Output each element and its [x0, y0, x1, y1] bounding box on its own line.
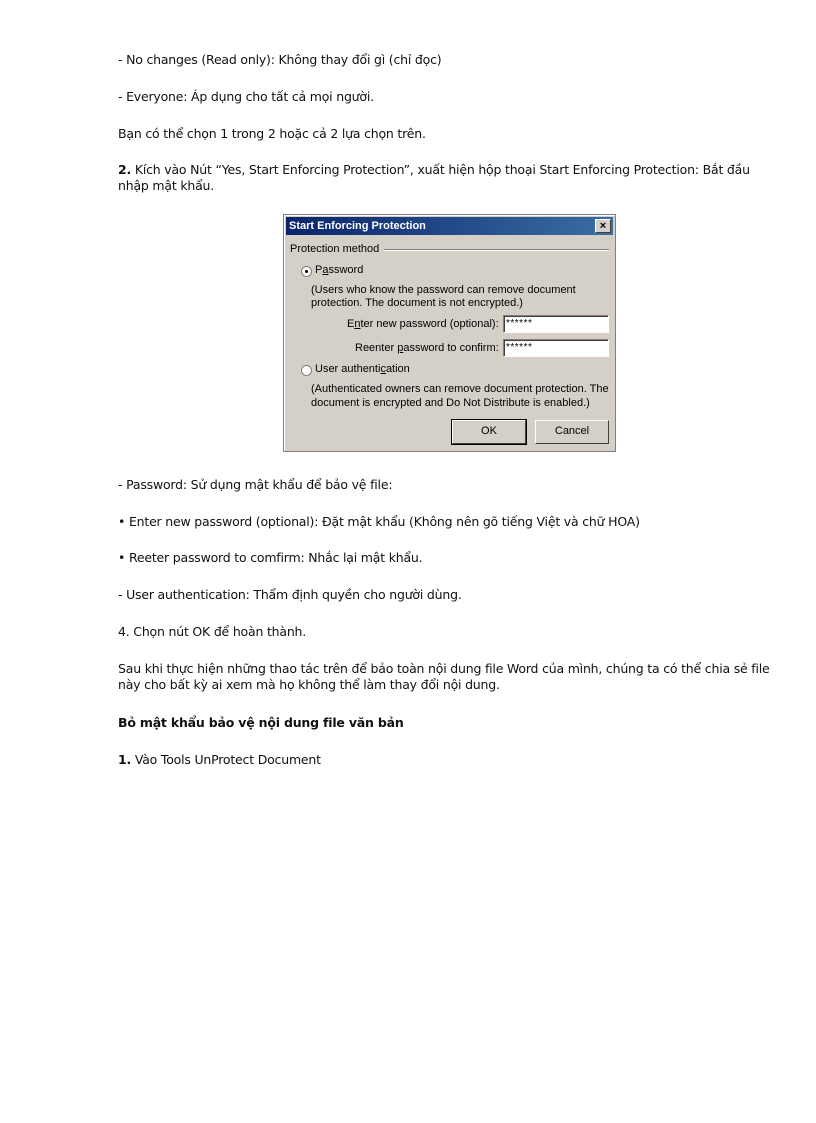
enter-password-input[interactable]: ****** — [503, 315, 609, 333]
paragraph-step-4: 4. Chọn nút OK để hoàn thành. — [118, 624, 307, 639]
password-option-label: Password — [315, 264, 364, 276]
password-description-line-1: (Users who know the password can remove document — [311, 284, 576, 296]
enter-password-label: Enter new password (optional): — [347, 318, 499, 330]
start-enforcing-protection-dialog — [283, 214, 616, 452]
ok-button[interactable]: OK — [452, 420, 526, 444]
reenter-password-label: Reenter password to confirm: — [355, 342, 499, 354]
reenter-password-input[interactable]: ****** — [503, 339, 609, 357]
paragraph-reenter-password: • Reeter password to comfirm: Nhắc lại mật khẩu. — [118, 550, 423, 565]
paragraph-user-authentication: - User authentication: Thẩm định quyền cho người dùng. — [118, 587, 462, 602]
password-radio[interactable] — [301, 266, 312, 277]
user-authentication-radio[interactable] — [301, 365, 312, 376]
paragraph-step-2 — [118, 162, 773, 194]
dialog-titlebar — [286, 217, 613, 235]
close-button[interactable]: × — [595, 219, 611, 233]
paragraph-enter-new-password: • Enter new password (optional): Đặt mật khẩu (Không nên gõ tiếng Việt và chữ HOA) — [118, 514, 640, 529]
user-auth-description-line-2: document is encrypted and Do Not Distribute is enabled.) — [311, 397, 590, 409]
paragraph-summary: Sau khi thực hiện những thao tác trên để bảo toàn nội dung file Word của mình, chúng ta có thể chia sẻ file này cho bất kỳ ai xem mà họ không thể làm thay đổi nội dung. — [118, 661, 770, 692]
step-text: Vào Tools UnProtect Document — [131, 752, 321, 767]
group-divider — [384, 249, 609, 251]
step-number: 1. — [118, 752, 132, 767]
password-description-line-2: protection. The document is not encrypted.) — [311, 297, 523, 309]
step-text: Kích vào Nút “Yes, Start Enforcing Protection”, xuất hiện hộp thoại Start Enforcing Protection: Bắt đầu nhập mật khẩu. — [118, 162, 750, 193]
paragraph-password: - Password: Sử dụng mật khẩu để bảo vệ file: — [118, 477, 393, 492]
section-heading: Bỏ mật khẩu bảo vệ nội dung file văn bản — [118, 715, 404, 730]
protection-method-label: Protection method — [290, 243, 380, 255]
paragraph-choose: Bạn có thể chọn 1 trong 2 hoặc cả 2 lựa chọn trên. — [118, 126, 426, 141]
paragraph-no-changes: - No changes (Read only): Không thay đổi gì (chỉ đọc) — [118, 52, 442, 67]
user-authentication-label: User authentication — [315, 363, 410, 375]
dialog-title: Start Enforcing Protection — [289, 220, 426, 232]
paragraph-unprotect-step-1 — [118, 752, 773, 768]
user-auth-description-line-1: (Authenticated owners can remove document protection. The — [311, 383, 609, 395]
step-number: 2. — [118, 162, 132, 177]
paragraph-everyone: - Everyone: Áp dụng cho tất cả mọi người. — [118, 89, 374, 104]
cancel-button[interactable]: Cancel — [535, 420, 609, 444]
